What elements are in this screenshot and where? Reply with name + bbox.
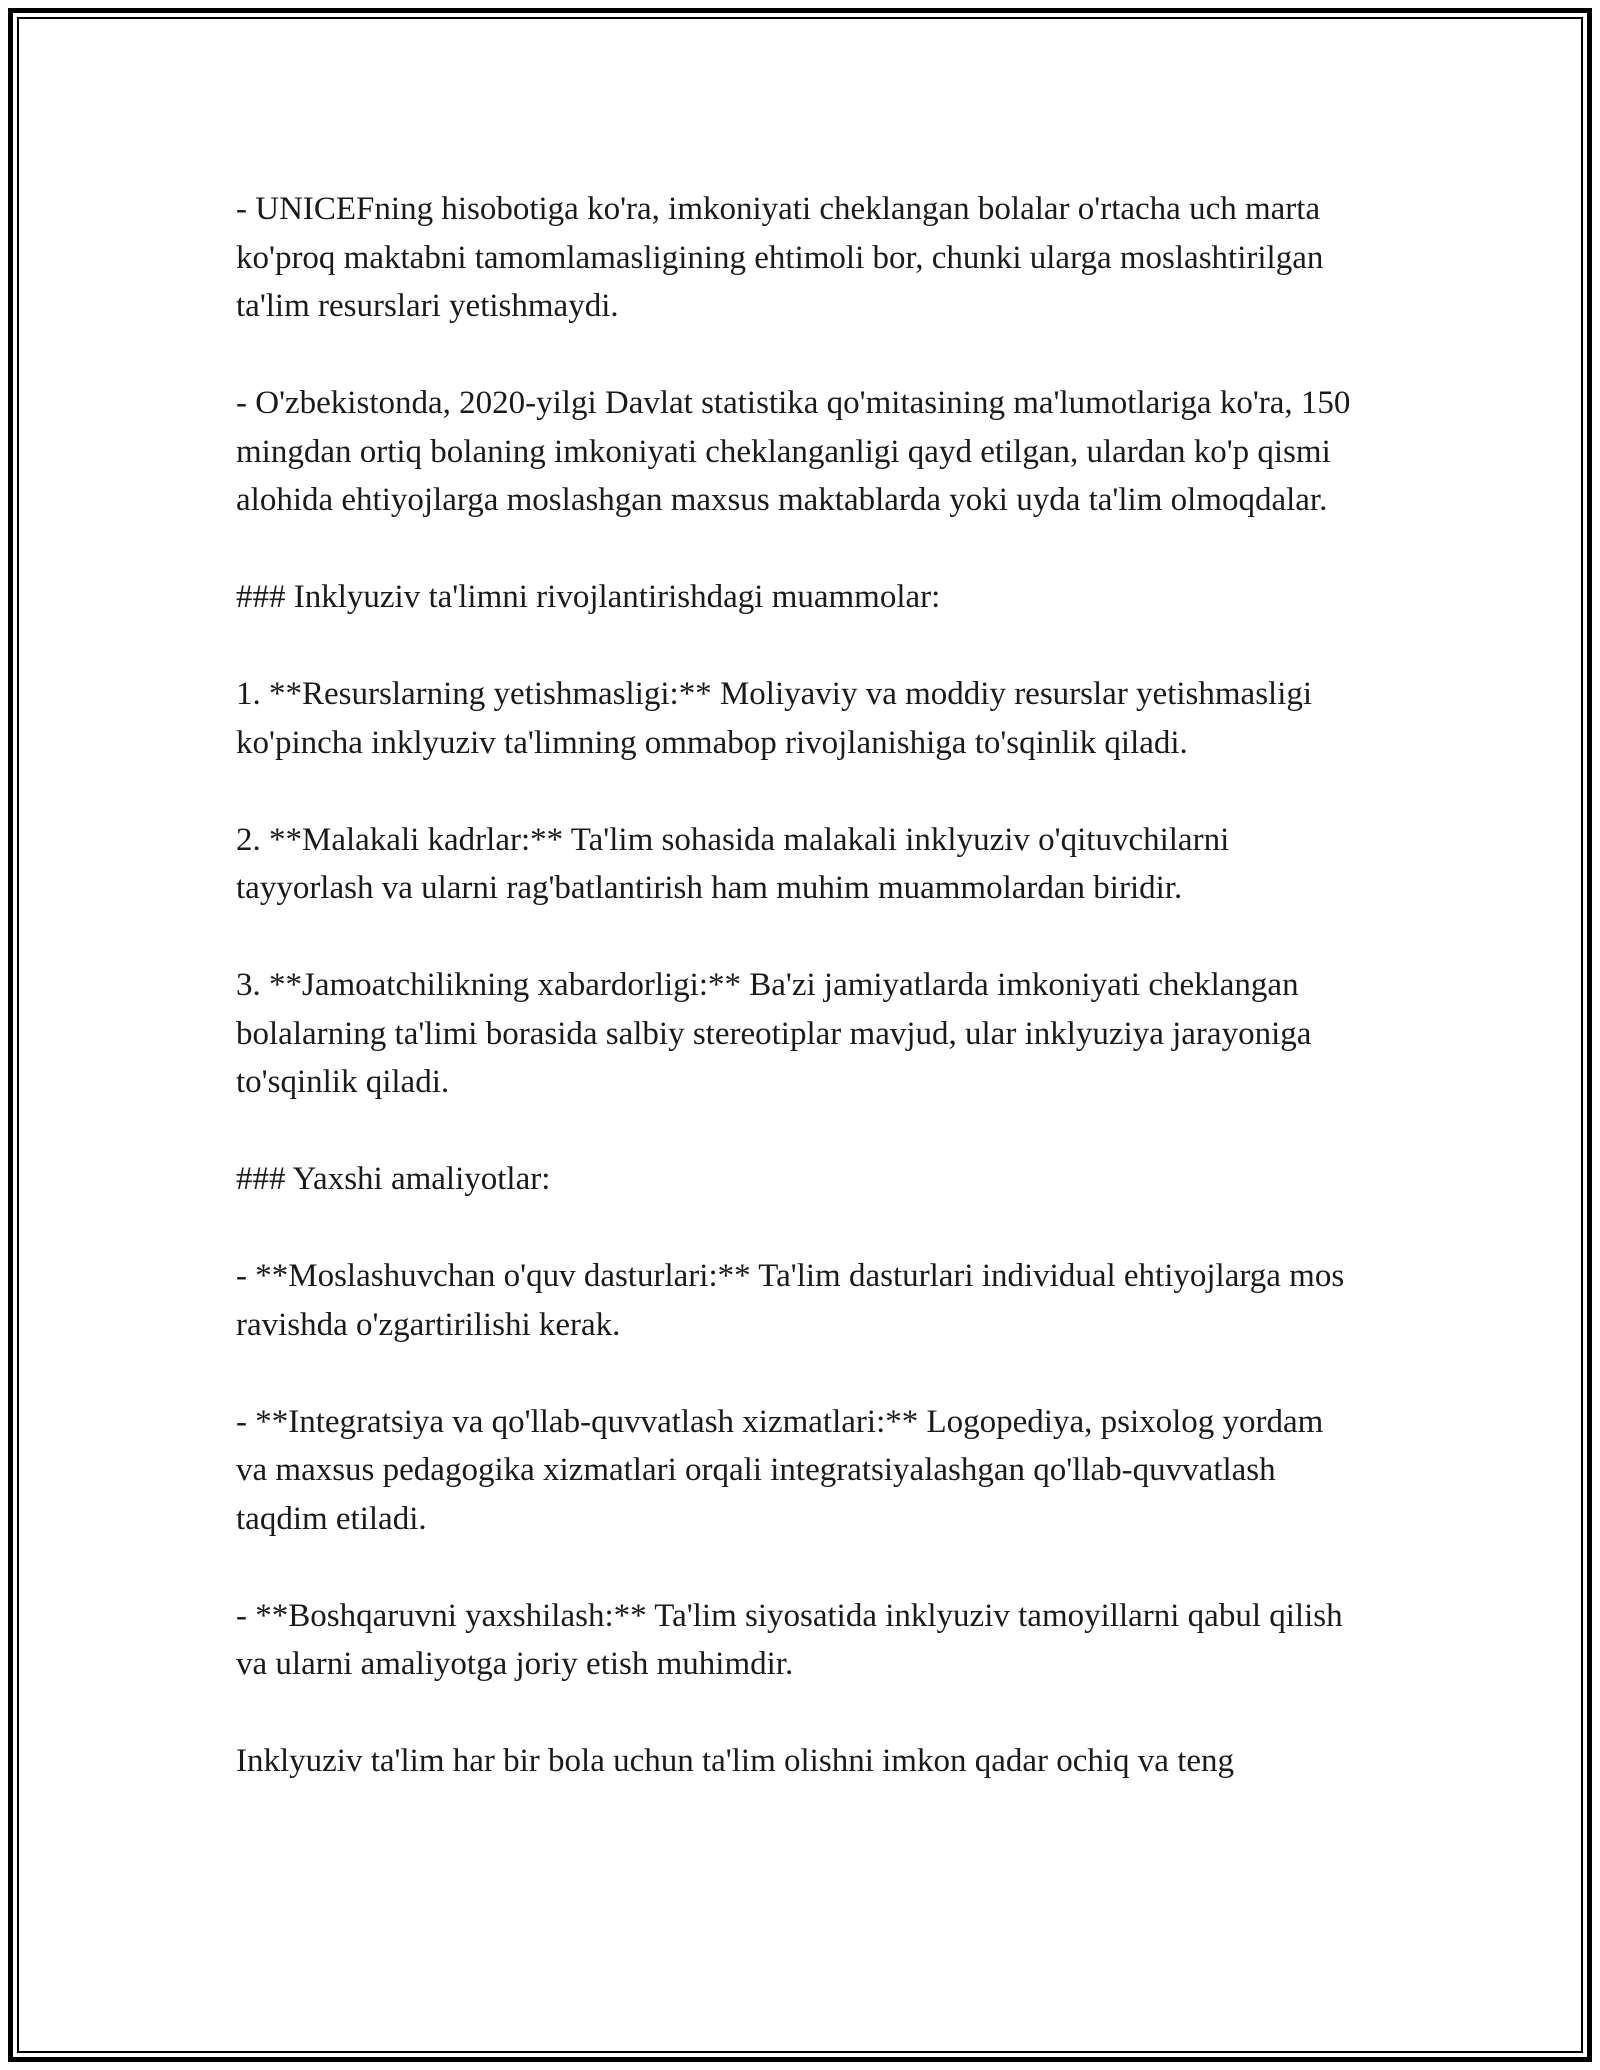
list-item-governance: - **Boshqaruvni yaxshilash:** Ta'lim siyosatida inklyuziv tamoyillarni qabul qilish va ularni amaliyotga joriy etish muhimdir.	[236, 1597, 1343, 1682]
paragraph-uzbekistan-statistic: - O'zbekistonda, 2020-yilgi Davlat statistika qo'mitasining ma'lumotlariga ko'ra, 150 mingdan ortiq bolaning imkoniyati cheklanganligi qayd etilgan, ulardan ko'p qismi alohida ehtiyojlarga moslashgan maxsus maktablarda yoki uyda ta'lim olmoqdalar.	[236, 385, 1351, 518]
list-item-public-awareness: 3. **Jamoatchilikning xabardorligi:** Ba'zi jamiyatlarda imkoniyati cheklangan bolalarning ta'limi borasida salbiy stereotiplar mavjud, ular inklyuziya jarayoniga to'sqinlik qiladi.	[236, 967, 1312, 1100]
list-item-flexible-curricula: - **Moslashuvchan o'quv dasturlari:** Ta'lim dasturlari individual ehtiyojlarga mos ravishda o'zgartirilishi kerak.	[236, 1258, 1345, 1343]
document-body	[236, 185, 1356, 1786]
section-heading-good-practices: ### Yaxshi amaliyotlar:	[236, 1161, 551, 1197]
list-item-integration-services: - **Integratsiya va qo'llab-quvvatlash xizmatlari:** Logopediya, psixolog yordam va maxsus pedagogika xizmatlari orqali integratsiyalashgan qo'llab-quvvatlash taqdim etiladi.	[236, 1403, 1324, 1537]
section-heading-problems: ### Inklyuziv ta'limni rivojlantirishdagi muammolar:	[236, 579, 941, 615]
list-item-resources: 1. **Resurslarning yetishmasligi:** Moliyaviy va moddiy resurslar yetishmasligi ko'pincha inklyuziv ta'limning ommabop rivojlanishiga to'sqinlik qiladi.	[236, 676, 1313, 761]
paragraph-conclusion: Inklyuziv ta'lim har bir bola uchun ta'lim olishni imkon qadar ochiq va teng	[236, 1743, 1235, 1779]
list-item-qualified-staff: 2. **Malakali kadrlar:** Ta'lim sohasida malakali inklyuziv o'qituvchilarni tayyorlash va ularni rag'batlantirish ham muhim muammolardan biridir.	[236, 821, 1230, 906]
paragraph-unicef-statistic: - UNICEFning hisobotiga ko'ra, imkoniyati cheklangan bolalar o'rtacha uch marta ko'proq maktabni tamomlamasligining ehtimoli bor, chunki ularga moslashtirilgan ta'lim resurslari yetishmaydi.	[236, 191, 1324, 324]
